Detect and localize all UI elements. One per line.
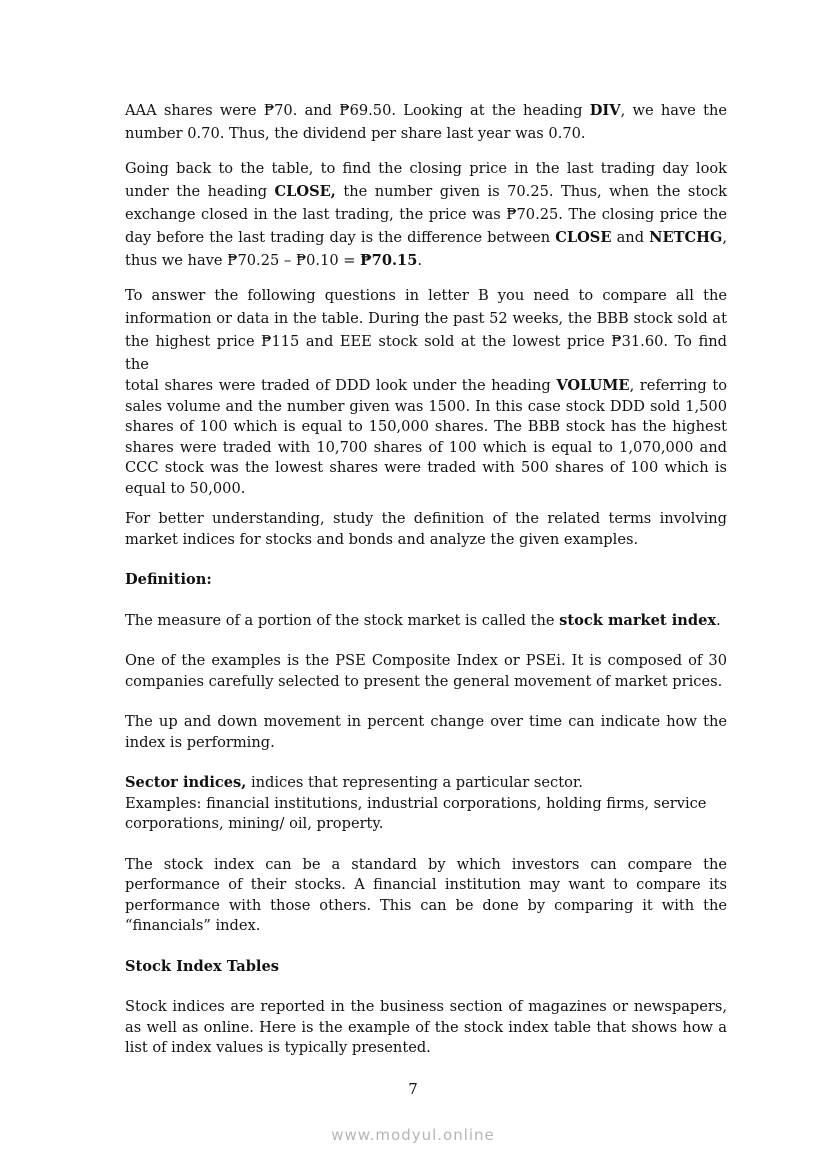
paragraph-closing-price: Going back to the table, to find the closing price in the last trading day look under the heading CLOSE, the number given is 70.25. Thus, when the stock exchange closed in the last trading, the price was ₱70.25. The closing price the day before the last trading day is the difference between CLOSE and NETCHG, thus we have ₱70.25 – ₱0.10 = ₱70.15. [125,160,728,269]
paragraph-better-understanding: For better understanding, study the definition of the related terms involving market indices for stocks and bonds and analyze the given examples. [125,510,727,548]
page-number: 7 [408,1080,418,1098]
paragraph-movement: The up and down movement in percent change over time can indicate how the index is performing. [125,713,727,751]
paragraph-stock-index-standard: The stock index can be a standard by which investors can compare the performance of their stocks. A financial institution may want to compare its performance with those others. This can be done by comparing it with the “financials” index. [125,855,727,934]
page-content [125,99,727,1059]
paragraph-compare-data-part2: total shares were traded of DDD look under the heading VOLUME, referring to sales volume and the number given was 1500. In this case stock DDD sold 1,500 shares of 100 which is equal to 150,000 shares. The BBB stock has the highest shares were traded with 10,700 shares of 100 which is equal to 1,070,000 and CCC stock was the lowest shares were traded with 500 shares of 100 which is equal to 50,000. [125,377,727,497]
definition-heading: Definition: [125,571,212,588]
paragraph-sector-indices: Sector indices, indices that representing a particular sector. [125,774,583,791]
paragraph-sector-examples: Examples: financial institutions, industrial corporations, holding firms, service corporations, mining/ oil, property. [125,794,707,832]
stock-index-tables-heading: Stock Index Tables [125,957,279,975]
paragraph-compare-data-part1: To answer the following questions in letter B you need to compare all the information or data in the table. During the past 52 weeks, the BBB stock sold at the highest price ₱115 and EEE stock sold at the lowest price ₱31.60. To find the [125,287,727,373]
watermark: www.modyul.online [331,1126,495,1144]
paragraph-aaa-dividend: AAA shares were ₱70. and ₱69.50. Looking at the heading DIV, we have the number 0.70. Thus, the dividend per share last year was 0.70. [125,102,727,142]
paragraph-stock-indices-reported: Stock indices are reported in the business section of magazines or newspapers, as well as online. Here is the example of the stock index table that shows how a list of index values is typically presented. [125,998,727,1056]
paragraph-stock-market-index: The measure of a portion of the stock market is called the stock market index. [125,611,721,629]
paragraph-psei: One of the examples is the PSE Composite Index or PSEi. It is composed of 30 companies carefully selected to present the general movement of market prices. [125,652,727,690]
